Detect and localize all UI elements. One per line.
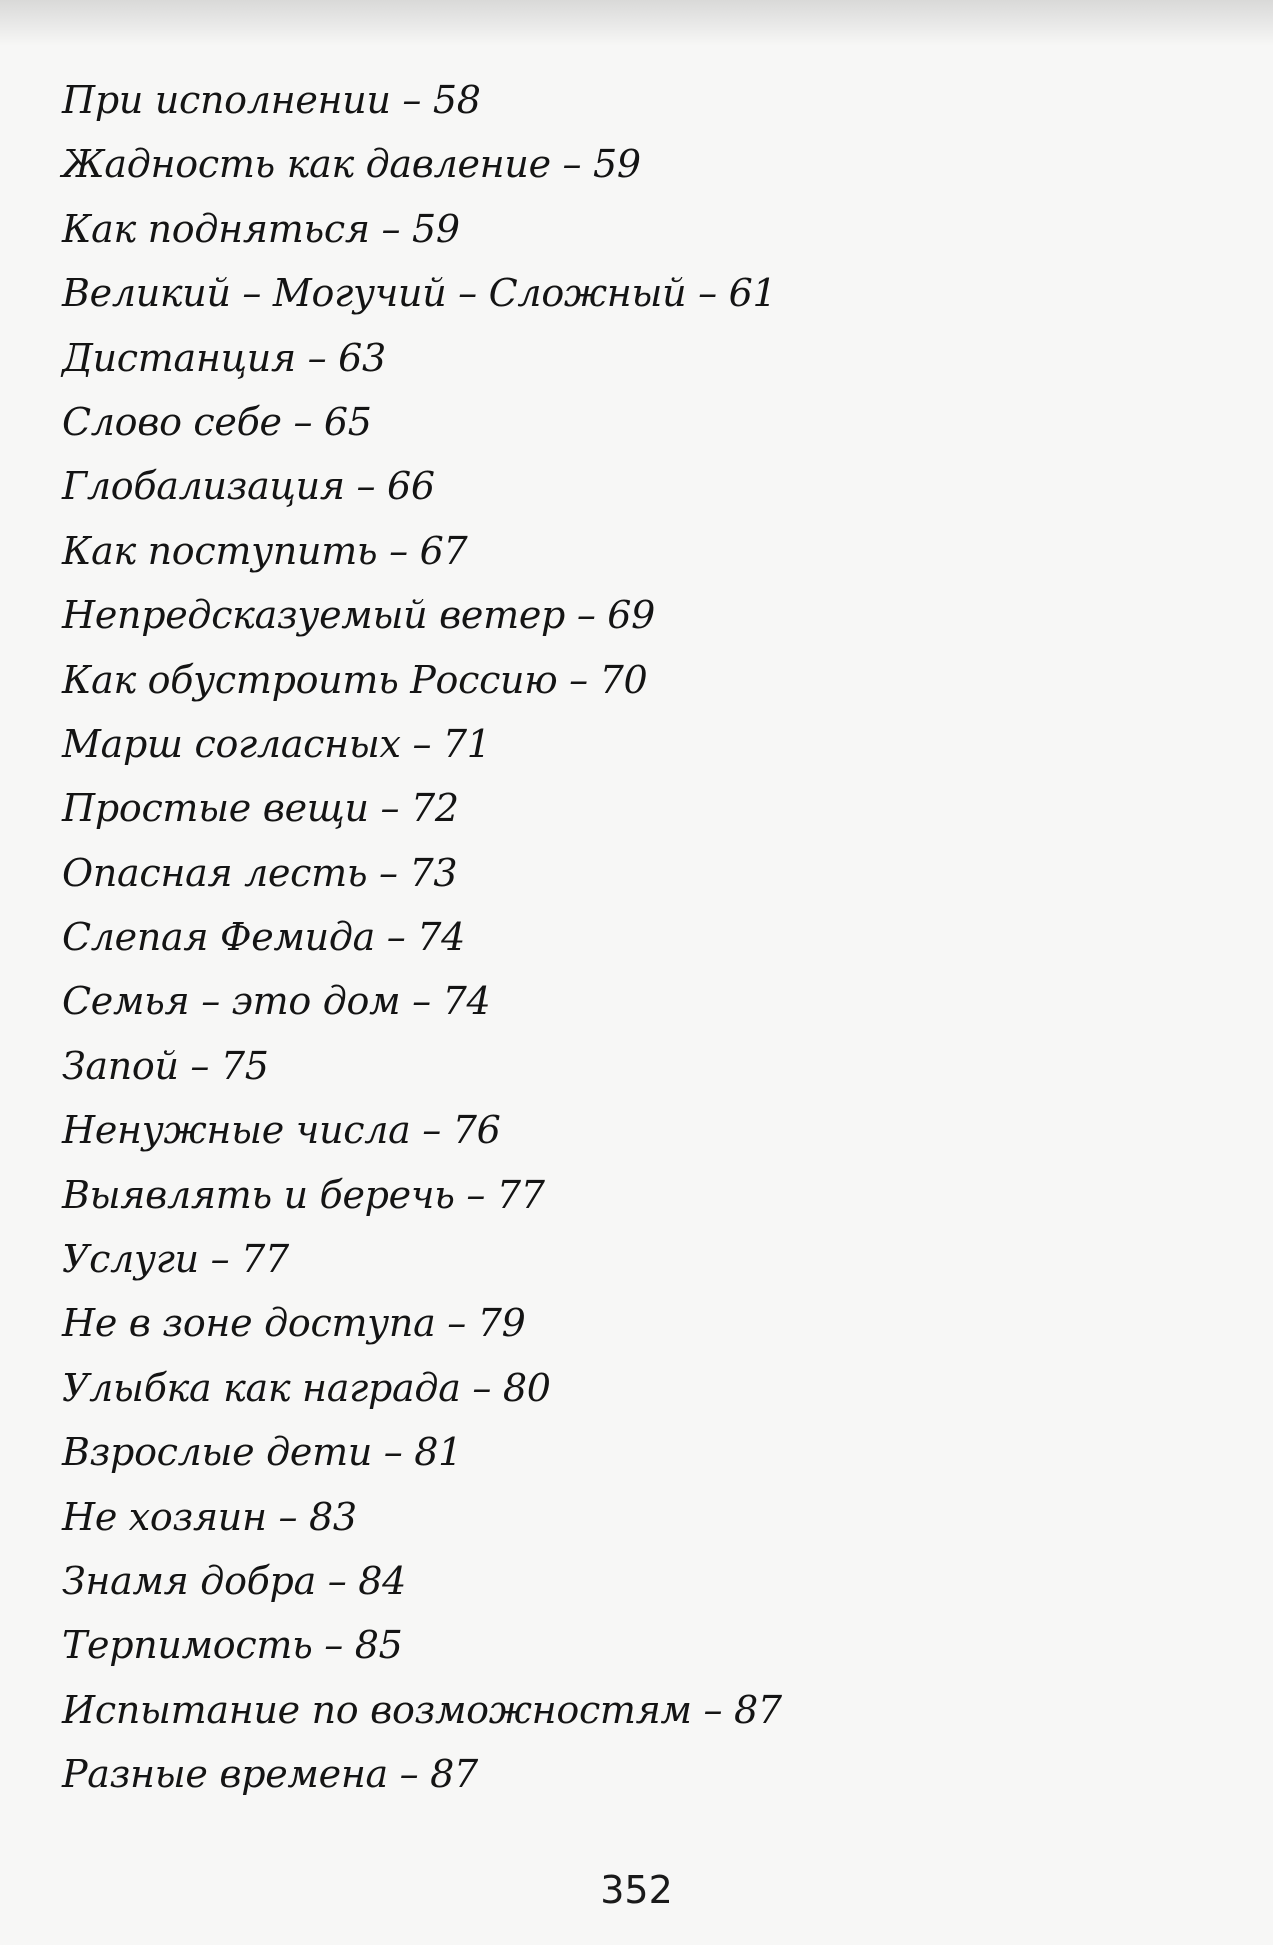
toc-entry: Улыбка как награда – 80 xyxy=(62,1365,551,1410)
toc-entry: Терпимость – 85 xyxy=(62,1623,403,1668)
toc-entry: Разные времена – 87 xyxy=(62,1752,478,1797)
toc-entry: Не хозяин – 83 xyxy=(62,1494,357,1539)
toc-entry: Глобализация – 66 xyxy=(62,464,435,509)
toc-entry: Марш согласных – 71 xyxy=(62,721,491,766)
toc-entry: Взрослые дети – 81 xyxy=(62,1430,463,1475)
toc-entry: При исполнении – 58 xyxy=(62,78,481,122)
toc-entry: Запой – 75 xyxy=(62,1043,269,1088)
toc-entry: Выявлять и беречь – 77 xyxy=(62,1172,545,1217)
toc-entry: Как подняться – 59 xyxy=(62,206,460,251)
toc-entry: Слово себе – 65 xyxy=(62,399,372,444)
toc-entry: Опасная лесть – 73 xyxy=(62,850,458,895)
toc-entry: Непредсказуемый ветер – 69 xyxy=(62,593,656,638)
toc-entry: Слепая Фемида – 74 xyxy=(62,915,465,960)
toc-entry: Простые вещи – 72 xyxy=(62,786,459,831)
table-of-contents xyxy=(62,68,782,1807)
toc-entry: Ненужные числа – 76 xyxy=(62,1108,501,1153)
toc-entry: Не в зоне доступа – 79 xyxy=(62,1301,526,1346)
toc-entry: Великий – Могучий – Сложный – 61 xyxy=(62,271,777,316)
toc-entry: Знамя добра – 84 xyxy=(62,1558,406,1603)
toc-entry: Жадность как давление – 59 xyxy=(62,142,641,187)
toc-entry: Как поступить – 67 xyxy=(62,528,468,573)
toc-entry: Как обустроить Россию – 70 xyxy=(62,657,648,702)
toc-entry: Услуги – 77 xyxy=(62,1237,289,1282)
page-number: 352 xyxy=(600,1868,673,1912)
toc-entry: Дистанция – 63 xyxy=(62,335,386,380)
toc-entry: Семья – это дом – 74 xyxy=(62,979,491,1024)
toc-entry: Испытание по возможностям – 87 xyxy=(62,1687,782,1732)
